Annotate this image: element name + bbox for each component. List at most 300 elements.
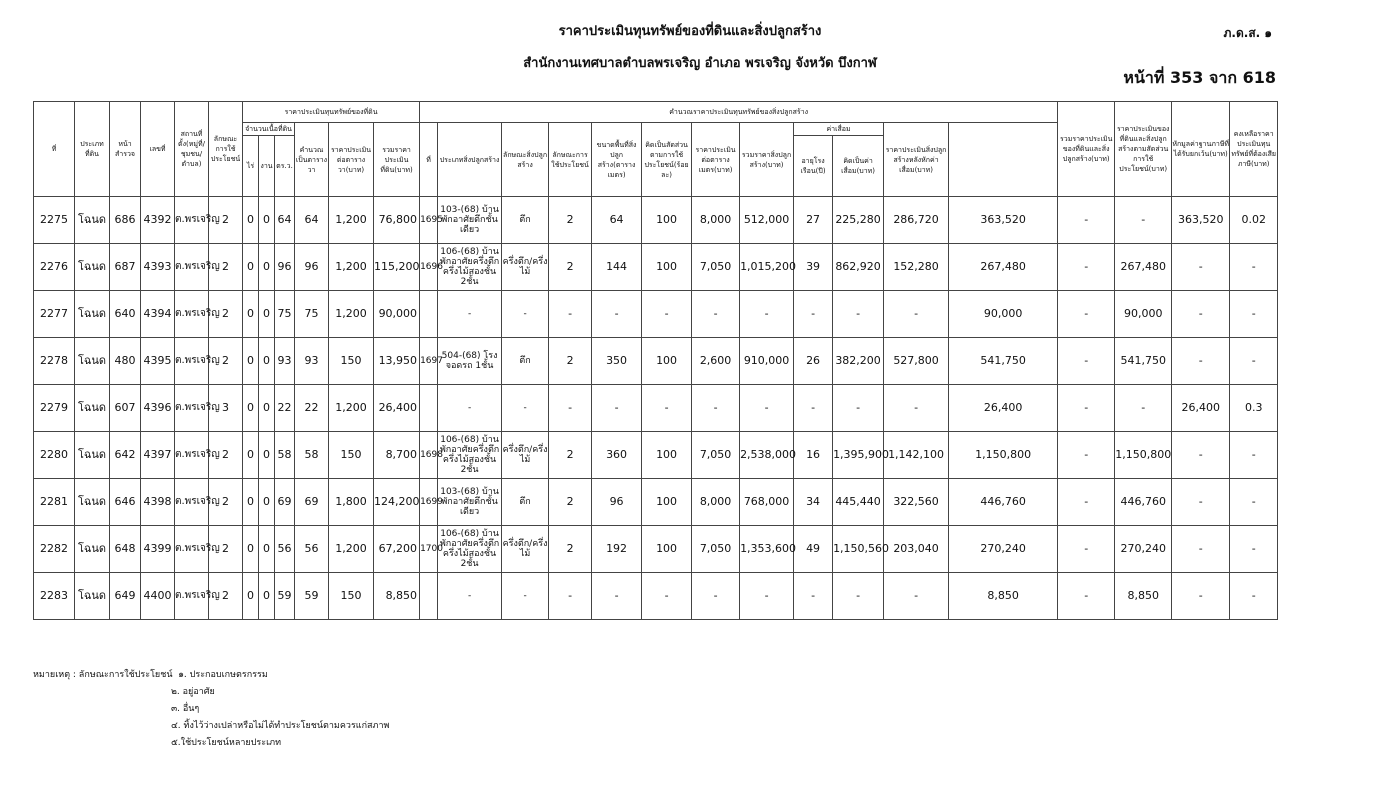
cell-price-per-wa: 150 [329,573,374,620]
group-building-value: คำนวณราคาประเมินทุนทรัพย์ของสิ่งปลูกสร้าง [420,102,1058,123]
cell-no: 2277 [34,291,75,338]
cell-bld-area: 192 [592,526,642,573]
cell-sq-wa: 96 [295,244,329,291]
cell-exemption: 541,750 [1115,338,1172,385]
cell-exemption: 446,760 [1115,479,1172,526]
cell-bld-area: 360 [592,432,642,479]
cell-grand-total: 446,760 [949,479,1058,526]
cell-bld-kind: - [502,385,549,432]
cell-bld-area: 350 [592,338,642,385]
cell-grand-total: 26,400 [949,385,1058,432]
cell-taxable: - [1172,479,1230,526]
cell-dep-amount: - [833,385,884,432]
cell-number: 4398 [141,479,175,526]
cell-ratio-value: - [1058,244,1115,291]
cell-dep-age: 34 [794,479,833,526]
cell-bld-kind: ครึ่งตึก/ครึ่งไม้ [502,244,549,291]
cell-number: 4392 [141,197,175,244]
cell-number: 4396 [141,385,175,432]
cell-bld-price-m: - [692,573,740,620]
col-location: สถานที่ตั้ง(หมู่ที่/ชุมชน/ตำบล) [175,102,209,197]
cell-ratio-value: - [1058,432,1115,479]
col-use-type: ลักษณะการใช้ประโยชน์ [209,102,243,197]
cell-rai: 0 [243,244,259,291]
col-wa: ตร.ว. [275,136,295,197]
col-ngan: งาน [259,136,275,197]
cell-sq-wa: 22 [295,385,329,432]
table-row [34,526,1278,573]
cell-bld-no: 1698 [420,432,438,479]
col-ratio-value: ราคาประเมินของที่ดินและสิ่งปลูกสร้างตามสัดส่วนการใช้ประโยชน์(บาท) [1115,102,1172,197]
cell-location: ต.พรเจริญ [175,338,209,385]
group-depreciation: ค่าเสื่อม [794,123,884,136]
cell-rai: 0 [243,197,259,244]
cell-bld-type: 103-(68) บ้านพักอาศัยตึกชั้นเดียว [438,197,502,244]
cell-dep-amount: - [833,291,884,338]
cell-ratio-value: - [1058,291,1115,338]
cell-bld-use: 2 [549,432,592,479]
cell-bld-area: - [592,291,642,338]
cell-bld-after-dep: 152,280 [884,244,949,291]
report-title: ราคาประเมินทุนทรัพย์ของที่ดินและสิ่งปลูกสร้าง [558,24,822,39]
notes [33,667,389,752]
cell-wa: 93 [275,338,295,385]
cell-price-per-wa: 150 [329,432,374,479]
cell-taxable: 26,400 [1172,385,1230,432]
cell-price-per-wa: 1,200 [329,197,374,244]
cell-number: 4394 [141,291,175,338]
cell-ratio-value: - [1058,197,1115,244]
col-price-per-wa: ราคาประเมินต่อตารางวา(บาท) [329,123,374,197]
col-survey-page: หน้าสำรวจ [110,102,141,197]
cell-bld-ratio: - [642,291,692,338]
table-row [34,338,1278,385]
cell-land-total: 8,850 [374,573,420,620]
col-bld-type: ประเภทสิ่งปลูกสร้าง [438,123,502,197]
col-grand-total: รวมราคาประเมินของที่ดินและสิ่งปลูกสร้าง(บาท) [1058,102,1115,197]
table-body [34,197,1278,620]
cell-land-total: 115,200 [374,244,420,291]
cell-dep-age: - [794,291,833,338]
cell-sq-wa: 75 [295,291,329,338]
col-bld-after-dep: ราคาประเมินสิ่งปลูกสร้างหลังหักค่าเสื่อม(บาท) [884,123,949,197]
cell-taxable: - [1172,244,1230,291]
cell-ngan: 0 [259,432,275,479]
cell-bld-use: 2 [549,479,592,526]
cell-ngan: 0 [259,526,275,573]
cell-rai: 0 [243,479,259,526]
cell-bld-kind: ครึ่งตึก/ครึ่งไม้ [502,432,549,479]
cell-ngan: 0 [259,197,275,244]
cell-bld-ratio: 100 [642,244,692,291]
cell-dep-age: 27 [794,197,833,244]
cell-survey-page: 646 [110,479,141,526]
cell-land-total: 76,800 [374,197,420,244]
cell-bld-total: - [740,573,794,620]
cell-price-per-wa: 1,800 [329,479,374,526]
cell-bld-price-m: 7,050 [692,244,740,291]
cell-ngan: 0 [259,338,275,385]
cell-bld-after-dep: - [884,573,949,620]
cell-no: 2276 [34,244,75,291]
cell-taxable: - [1172,338,1230,385]
cell-wa: 56 [275,526,295,573]
cell-bld-total: - [740,385,794,432]
cell-wa: 69 [275,479,295,526]
cell-no: 2280 [34,432,75,479]
cell-bld-type: 504-(68) โรงจอดรถ 1ชั้น [438,338,502,385]
cell-land-type: โฉนด [75,573,110,620]
col-no: ที่ [34,102,75,197]
cell-exemption: 8,850 [1115,573,1172,620]
cell-ratio-value: - [1058,573,1115,620]
cell-bld-ratio: - [642,573,692,620]
cell-bld-use: - [549,573,592,620]
cell-survey-page: 607 [110,385,141,432]
cell-sq-wa: 58 [295,432,329,479]
cell-no: 2283 [34,573,75,620]
cell-ratio-value: - [1058,338,1115,385]
group-land-value: ราคาประเมินทุนทรัพย์ของที่ดิน [243,102,420,123]
cell-price-per-wa: 1,200 [329,291,374,338]
cell-dep-age: 49 [794,526,833,573]
cell-bld-use: - [549,385,592,432]
cell-no: 2282 [34,526,75,573]
cell-location: ต.พรเจริญ [175,479,209,526]
cell-exemption: 1,150,800 [1115,432,1172,479]
cell-rai: 0 [243,338,259,385]
cell-ratio-value: - [1058,479,1115,526]
cell-rai: 0 [243,573,259,620]
cell-price-per-wa: 1,200 [329,526,374,573]
cell-bld-type: - [438,385,502,432]
table-row [34,432,1278,479]
notes-item: ๒. อยู่อาศัย [171,687,215,697]
cell-dep-amount: 1,150,560 [833,526,884,573]
cell-bld-type: - [438,291,502,338]
cell-bld-kind: ครึ่งตึก/ครึ่งไม้ [502,526,549,573]
cell-bld-use: 2 [549,338,592,385]
cell-wa: 22 [275,385,295,432]
cell-land-total: 90,000 [374,291,420,338]
cell-price-per-wa: 1,200 [329,385,374,432]
cell-price-per-wa: 150 [329,338,374,385]
col-dep-amount: คิดเป็นค่าเสื่อม(บาท) [833,136,884,197]
col-bld-ratio: คิดเป็นสัดส่วนตามการใช้ประโยชน์(ร้อยละ) [642,123,692,197]
cell-land-type: โฉนด [75,432,110,479]
table-row [34,385,1278,432]
cell-location: ต.พรเจริญ [175,385,209,432]
notes-item: ๕.ใช้ประโยชน์หลายประเภท [171,738,282,748]
cell-no: 2281 [34,479,75,526]
cell-exemption: - [1115,385,1172,432]
cell-use-type: 2 [209,432,243,479]
cell-bld-type: 103-(68) บ้านพักอาศัยตึกชั้นเดียว [438,479,502,526]
col-bld-no: ที่ [420,123,438,197]
cell-bld-after-dep: 203,040 [884,526,949,573]
cell-bld-area: 64 [592,197,642,244]
cell-tax-rate: - [1230,573,1278,620]
cell-dep-age: 26 [794,338,833,385]
cell-bld-ratio: 100 [642,432,692,479]
cell-grand-total: 90,000 [949,291,1058,338]
cell-bld-no [420,291,438,338]
col-bld-price-m: ราคาประเมินต่อตารางเมตร(บาท) [692,123,740,197]
cell-no: 2275 [34,197,75,244]
cell-bld-kind: - [502,573,549,620]
cell-rai: 0 [243,526,259,573]
cell-use-type: 3 [209,385,243,432]
cell-bld-total: - [740,291,794,338]
cell-rai: 0 [243,385,259,432]
cell-tax-rate: - [1230,338,1278,385]
cell-survey-page: 649 [110,573,141,620]
cell-tax-rate: - [1230,244,1278,291]
cell-bld-total: 512,000 [740,197,794,244]
cell-bld-after-dep: - [884,385,949,432]
col-dep-age: อายุโรงเรือน(ปี) [794,136,833,197]
cell-bld-total: 910,000 [740,338,794,385]
cell-bld-price-m: 2,600 [692,338,740,385]
table-row [34,197,1278,244]
cell-bld-use: - [549,291,592,338]
cell-number: 4395 [141,338,175,385]
cell-bld-kind: - [502,291,549,338]
cell-grand-total: 1,150,800 [949,432,1058,479]
cell-use-type: 2 [209,479,243,526]
cell-grand-total: 363,520 [949,197,1058,244]
cell-bld-kind: ตึก [502,338,549,385]
cell-ngan: 0 [259,244,275,291]
cell-ngan: 0 [259,291,275,338]
cell-bld-price-m: 7,050 [692,432,740,479]
cell-bld-use: 2 [549,526,592,573]
cell-land-type: โฉนด [75,291,110,338]
cell-land-total: 8,700 [374,432,420,479]
cell-no: 2278 [34,338,75,385]
cell-bld-no [420,385,438,432]
cell-sq-wa: 69 [295,479,329,526]
cell-exemption: - [1115,197,1172,244]
col-bld-area: ขนาดพื้นที่สิ่งปลูกสร้าง(ตารางเมตร) [592,123,642,197]
cell-use-type: 2 [209,526,243,573]
table-row [34,573,1278,620]
cell-ngan: 0 [259,479,275,526]
cell-grand-total: 270,240 [949,526,1058,573]
cell-land-type: โฉนด [75,197,110,244]
cell-bld-no: 1696 [420,244,438,291]
cell-ngan: 0 [259,385,275,432]
cell-bld-total: 1,353,600 [740,526,794,573]
cell-dep-amount: 862,920 [833,244,884,291]
cell-bld-no: 1699 [420,479,438,526]
col-rai: ไร่ [243,136,259,197]
cell-dep-age: - [794,385,833,432]
notes-item: ๑. ประกอบเกษตรกรรม [178,670,268,680]
cell-bld-ratio: 100 [642,338,692,385]
cell-land-total: 13,950 [374,338,420,385]
notes-first-line [33,667,389,684]
cell-survey-page: 648 [110,526,141,573]
cell-sq-wa: 59 [295,573,329,620]
cell-survey-page: 687 [110,244,141,291]
cell-rai: 0 [243,432,259,479]
cell-tax-rate: 0.02 [1230,197,1278,244]
notes-item: ๔. ทิ้งไว้ว่างเปล่าหรือไม่ได้ทำประโยชน์ตามควรแก่สภาพ [171,721,390,731]
cell-location: ต.พรเจริญ [175,526,209,573]
cell-location: ต.พรเจริญ [175,244,209,291]
table-row [34,244,1278,291]
cell-land-type: โฉนด [75,479,110,526]
cell-bld-ratio: 100 [642,197,692,244]
cell-use-type: 2 [209,338,243,385]
page-number: หน้าที่ 353 จาก 618 [1123,68,1276,87]
col-land-total: รวมราคาประเมินที่ดิน(บาท) [374,123,420,197]
table-row [34,291,1278,338]
cell-bld-after-dep: 286,720 [884,197,949,244]
cell-dep-amount: 225,280 [833,197,884,244]
cell-number: 4393 [141,244,175,291]
form-code: ภ.ด.ส. ๑ [1223,26,1272,40]
cell-survey-page: 480 [110,338,141,385]
cell-bld-no: 1695 [420,197,438,244]
cell-dep-age: 16 [794,432,833,479]
cell-number: 4399 [141,526,175,573]
cell-dep-amount: 382,200 [833,338,884,385]
cell-rai: 0 [243,291,259,338]
cell-bld-price-m: - [692,291,740,338]
cell-wa: 59 [275,573,295,620]
cell-wa: 58 [275,432,295,479]
col-bld-use: ลักษณะการใช้ประโยชน์ [549,123,592,197]
cell-bld-total: 768,000 [740,479,794,526]
office-name: สำนักงานเทศบาลตำบลพรเจริญ อำเภอ พรเจริญ จังหวัด บึงกาฬ [523,56,877,71]
cell-taxable: - [1172,526,1230,573]
cell-bld-total: 2,538,000 [740,432,794,479]
cell-bld-after-dep: 322,560 [884,479,949,526]
cell-bld-ratio: 100 [642,479,692,526]
cell-survey-page: 642 [110,432,141,479]
cell-bld-type: 106-(68) บ้านพักอาศัยครึ่งตึกครึ่งไม้สองชั้น 2ชั้น [438,432,502,479]
cell-bld-after-dep: 1,142,100 [884,432,949,479]
cell-bld-area: 144 [592,244,642,291]
cell-grand-total: 267,480 [949,244,1058,291]
cell-bld-area: 96 [592,479,642,526]
cell-exemption: 270,240 [1115,526,1172,573]
cell-ratio-value: - [1058,526,1115,573]
cell-bld-no: 1697 [420,338,438,385]
notes-item: ๓. อื่นๆ [171,704,200,714]
cell-land-type: โฉนด [75,385,110,432]
cell-land-type: โฉนด [75,244,110,291]
cell-bld-no [420,573,438,620]
cell-land-type: โฉนด [75,526,110,573]
cell-use-type: 2 [209,197,243,244]
cell-bld-type: 106-(68) บ้านพักอาศัยครึ่งตึกครึ่งไม้สองชั้น 2ชั้น [438,244,502,291]
col-taxable: คงเหลือราคาประเมินทุนทรัพย์ที่ต้องเสียภาษี(บาท) [1230,102,1278,197]
cell-taxable: 363,520 [1172,197,1230,244]
cell-land-total: 67,200 [374,526,420,573]
cell-bld-price-m: 7,050 [692,526,740,573]
cell-location: ต.พรเจริญ [175,432,209,479]
cell-bld-type: 106-(68) บ้านพักอาศัยครึ่งตึกครึ่งไม้สองชั้น 2ชั้น [438,526,502,573]
cell-location: ต.พรเจริญ [175,291,209,338]
cell-bld-price-m: 8,000 [692,479,740,526]
group-area: จำนวนเนื้อที่ดิน [243,123,295,136]
cell-number: 4400 [141,573,175,620]
cell-tax-rate: 0.3 [1230,385,1278,432]
notes-label: หมายเหตุ : ลักษณะการใช้ประโยชน์ [33,670,173,680]
cell-tax-rate: - [1230,479,1278,526]
cell-wa: 96 [275,244,295,291]
cell-wa: 75 [275,291,295,338]
cell-taxable: - [1172,573,1230,620]
cell-grand-total: 8,850 [949,573,1058,620]
cell-bld-after-dep: 527,800 [884,338,949,385]
cell-bld-no: 1700 [420,526,438,573]
cell-land-type: โฉนด [75,338,110,385]
cell-bld-kind: ตึก [502,197,549,244]
cell-dep-amount: - [833,573,884,620]
cell-location: ต.พรเจริญ [175,197,209,244]
cell-taxable: - [1172,432,1230,479]
assessment-table [33,101,1278,620]
cell-bld-ratio: - [642,385,692,432]
cell-dep-amount: 445,440 [833,479,884,526]
col-sq-wa: คำนวณเป็นตารางวา [295,123,329,197]
cell-bld-use: 2 [549,244,592,291]
cell-number: 4397 [141,432,175,479]
cell-sq-wa: 56 [295,526,329,573]
cell-no: 2279 [34,385,75,432]
cell-bld-ratio: 100 [642,526,692,573]
cell-tax-rate: - [1230,291,1278,338]
cell-bld-area: - [592,573,642,620]
cell-exemption: 90,000 [1115,291,1172,338]
col-number: เลขที่ [141,102,175,197]
cell-survey-page: 640 [110,291,141,338]
cell-grand-total: 541,750 [949,338,1058,385]
cell-location: ต.พรเจริญ [175,573,209,620]
cell-exemption: 267,480 [1115,244,1172,291]
cell-land-total: 124,200 [374,479,420,526]
cell-taxable: - [1172,291,1230,338]
cell-dep-age: 39 [794,244,833,291]
table-row [34,479,1278,526]
cell-ngan: 0 [259,573,275,620]
cell-bld-area: - [592,385,642,432]
cell-bld-use: 2 [549,197,592,244]
cell-bld-price-m: - [692,385,740,432]
col-land-type: ประเภทที่ดิน [75,102,110,197]
cell-survey-page: 686 [110,197,141,244]
cell-price-per-wa: 1,200 [329,244,374,291]
cell-bld-type: - [438,573,502,620]
cell-sq-wa: 64 [295,197,329,244]
cell-sq-wa: 93 [295,338,329,385]
cell-use-type: 2 [209,291,243,338]
cell-use-type: 2 [209,244,243,291]
cell-bld-after-dep: - [884,291,949,338]
cell-ratio-value: - [1058,385,1115,432]
cell-wa: 64 [275,197,295,244]
cell-use-type: 2 [209,573,243,620]
cell-dep-age: - [794,573,833,620]
cell-bld-total: 1,015,200 [740,244,794,291]
cell-land-total: 26,400 [374,385,420,432]
cell-dep-amount: 1,395,900 [833,432,884,479]
cell-tax-rate: - [1230,526,1278,573]
